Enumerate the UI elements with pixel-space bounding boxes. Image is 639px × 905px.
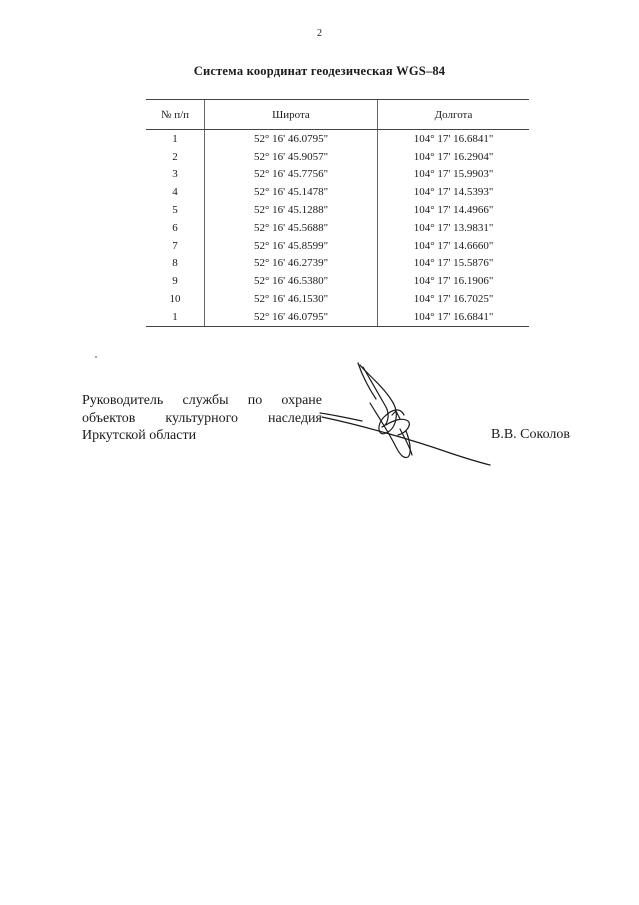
longitude-cell: 104° 17' 14.5393": [378, 183, 530, 201]
latitude-cell: 52° 16' 45.5688": [205, 219, 378, 237]
table-row: [146, 166, 529, 184]
row-number-cell: 3: [172, 168, 178, 181]
table-row: [146, 148, 529, 166]
table-row: [146, 272, 529, 290]
row-number-cell: 4: [172, 186, 178, 199]
longitude-cell: 104° 17' 16.7025": [378, 290, 530, 308]
latitude-cell: 52° 16' 45.8599": [205, 237, 378, 255]
row-number-cell: 6: [172, 221, 178, 234]
page-number: 2: [317, 28, 322, 39]
row-number-cell: 8: [172, 257, 178, 270]
latitude-cell: 52° 16' 46.5380": [205, 272, 378, 290]
table-header-row: [146, 100, 529, 130]
longitude-cell: 104° 17' 13.9831": [378, 219, 530, 237]
longitude-cell: 104° 17' 16.2904": [378, 148, 530, 166]
row-number-cell: 2: [172, 150, 178, 163]
table-row: [146, 183, 529, 201]
row-number-cell: 1: [146, 308, 205, 326]
signatory-position: [82, 392, 322, 445]
longitude-cell: 104° 17' 16.6841": [378, 308, 530, 326]
longitude-cell: 104° 17' 16.6841": [378, 130, 530, 148]
row-number-cell: 5: [172, 204, 178, 217]
header-number: № п/п: [146, 100, 205, 130]
table-row: [146, 219, 529, 237]
position-line: Иркутской области: [82, 428, 197, 443]
row-number-cell: 1: [172, 132, 178, 145]
header-longitude: Долгота: [378, 100, 530, 130]
row-number-cell: 7: [172, 239, 178, 252]
latitude-cell: 52° 16' 45.9057": [205, 148, 378, 166]
table-row: [146, 290, 529, 308]
latitude-cell: 52° 16' 46.0795": [205, 130, 378, 148]
position-line: Руководитель службы по охране: [82, 393, 322, 408]
table-row: [146, 255, 529, 273]
table-row: [146, 201, 529, 219]
latitude-cell: 52° 16' 45.7756": [205, 166, 378, 184]
document-title: Система координат геодезическая WGS–84: [193, 64, 446, 78]
longitude-cell: 104° 17' 15.9903": [378, 166, 530, 184]
position-line: объектов культурного наследия: [82, 410, 322, 426]
table-row: [146, 237, 529, 255]
table-row: [146, 130, 529, 148]
latitude-cell: 52° 16' 45.1288": [205, 201, 378, 219]
latitude-cell: 52° 16' 45.1478": [205, 183, 378, 201]
table-row: [146, 308, 529, 326]
header-latitude: Широта: [205, 100, 378, 130]
handwritten-signature: [300, 355, 500, 470]
longitude-cell: 104° 17' 14.4966": [378, 201, 530, 219]
latitude-cell: 52° 16' 46.1530": [205, 290, 378, 308]
row-number-cell: 10: [169, 293, 181, 306]
latitude-cell: 52° 16' 46.0795": [205, 308, 378, 326]
row-number-cell: 9: [172, 275, 178, 288]
longitude-cell: 104° 17' 15.5876": [378, 255, 530, 273]
longitude-cell: 104° 17' 16.1906": [378, 272, 530, 290]
signer-name: В.В. Соколов: [491, 427, 571, 442]
coordinates-table: [146, 99, 529, 327]
longitude-cell: 104° 17' 14.6660": [378, 237, 530, 255]
scan-speck: [95, 356, 97, 358]
table-body: [146, 130, 529, 327]
latitude-cell: 52° 16' 46.2739": [205, 255, 378, 273]
